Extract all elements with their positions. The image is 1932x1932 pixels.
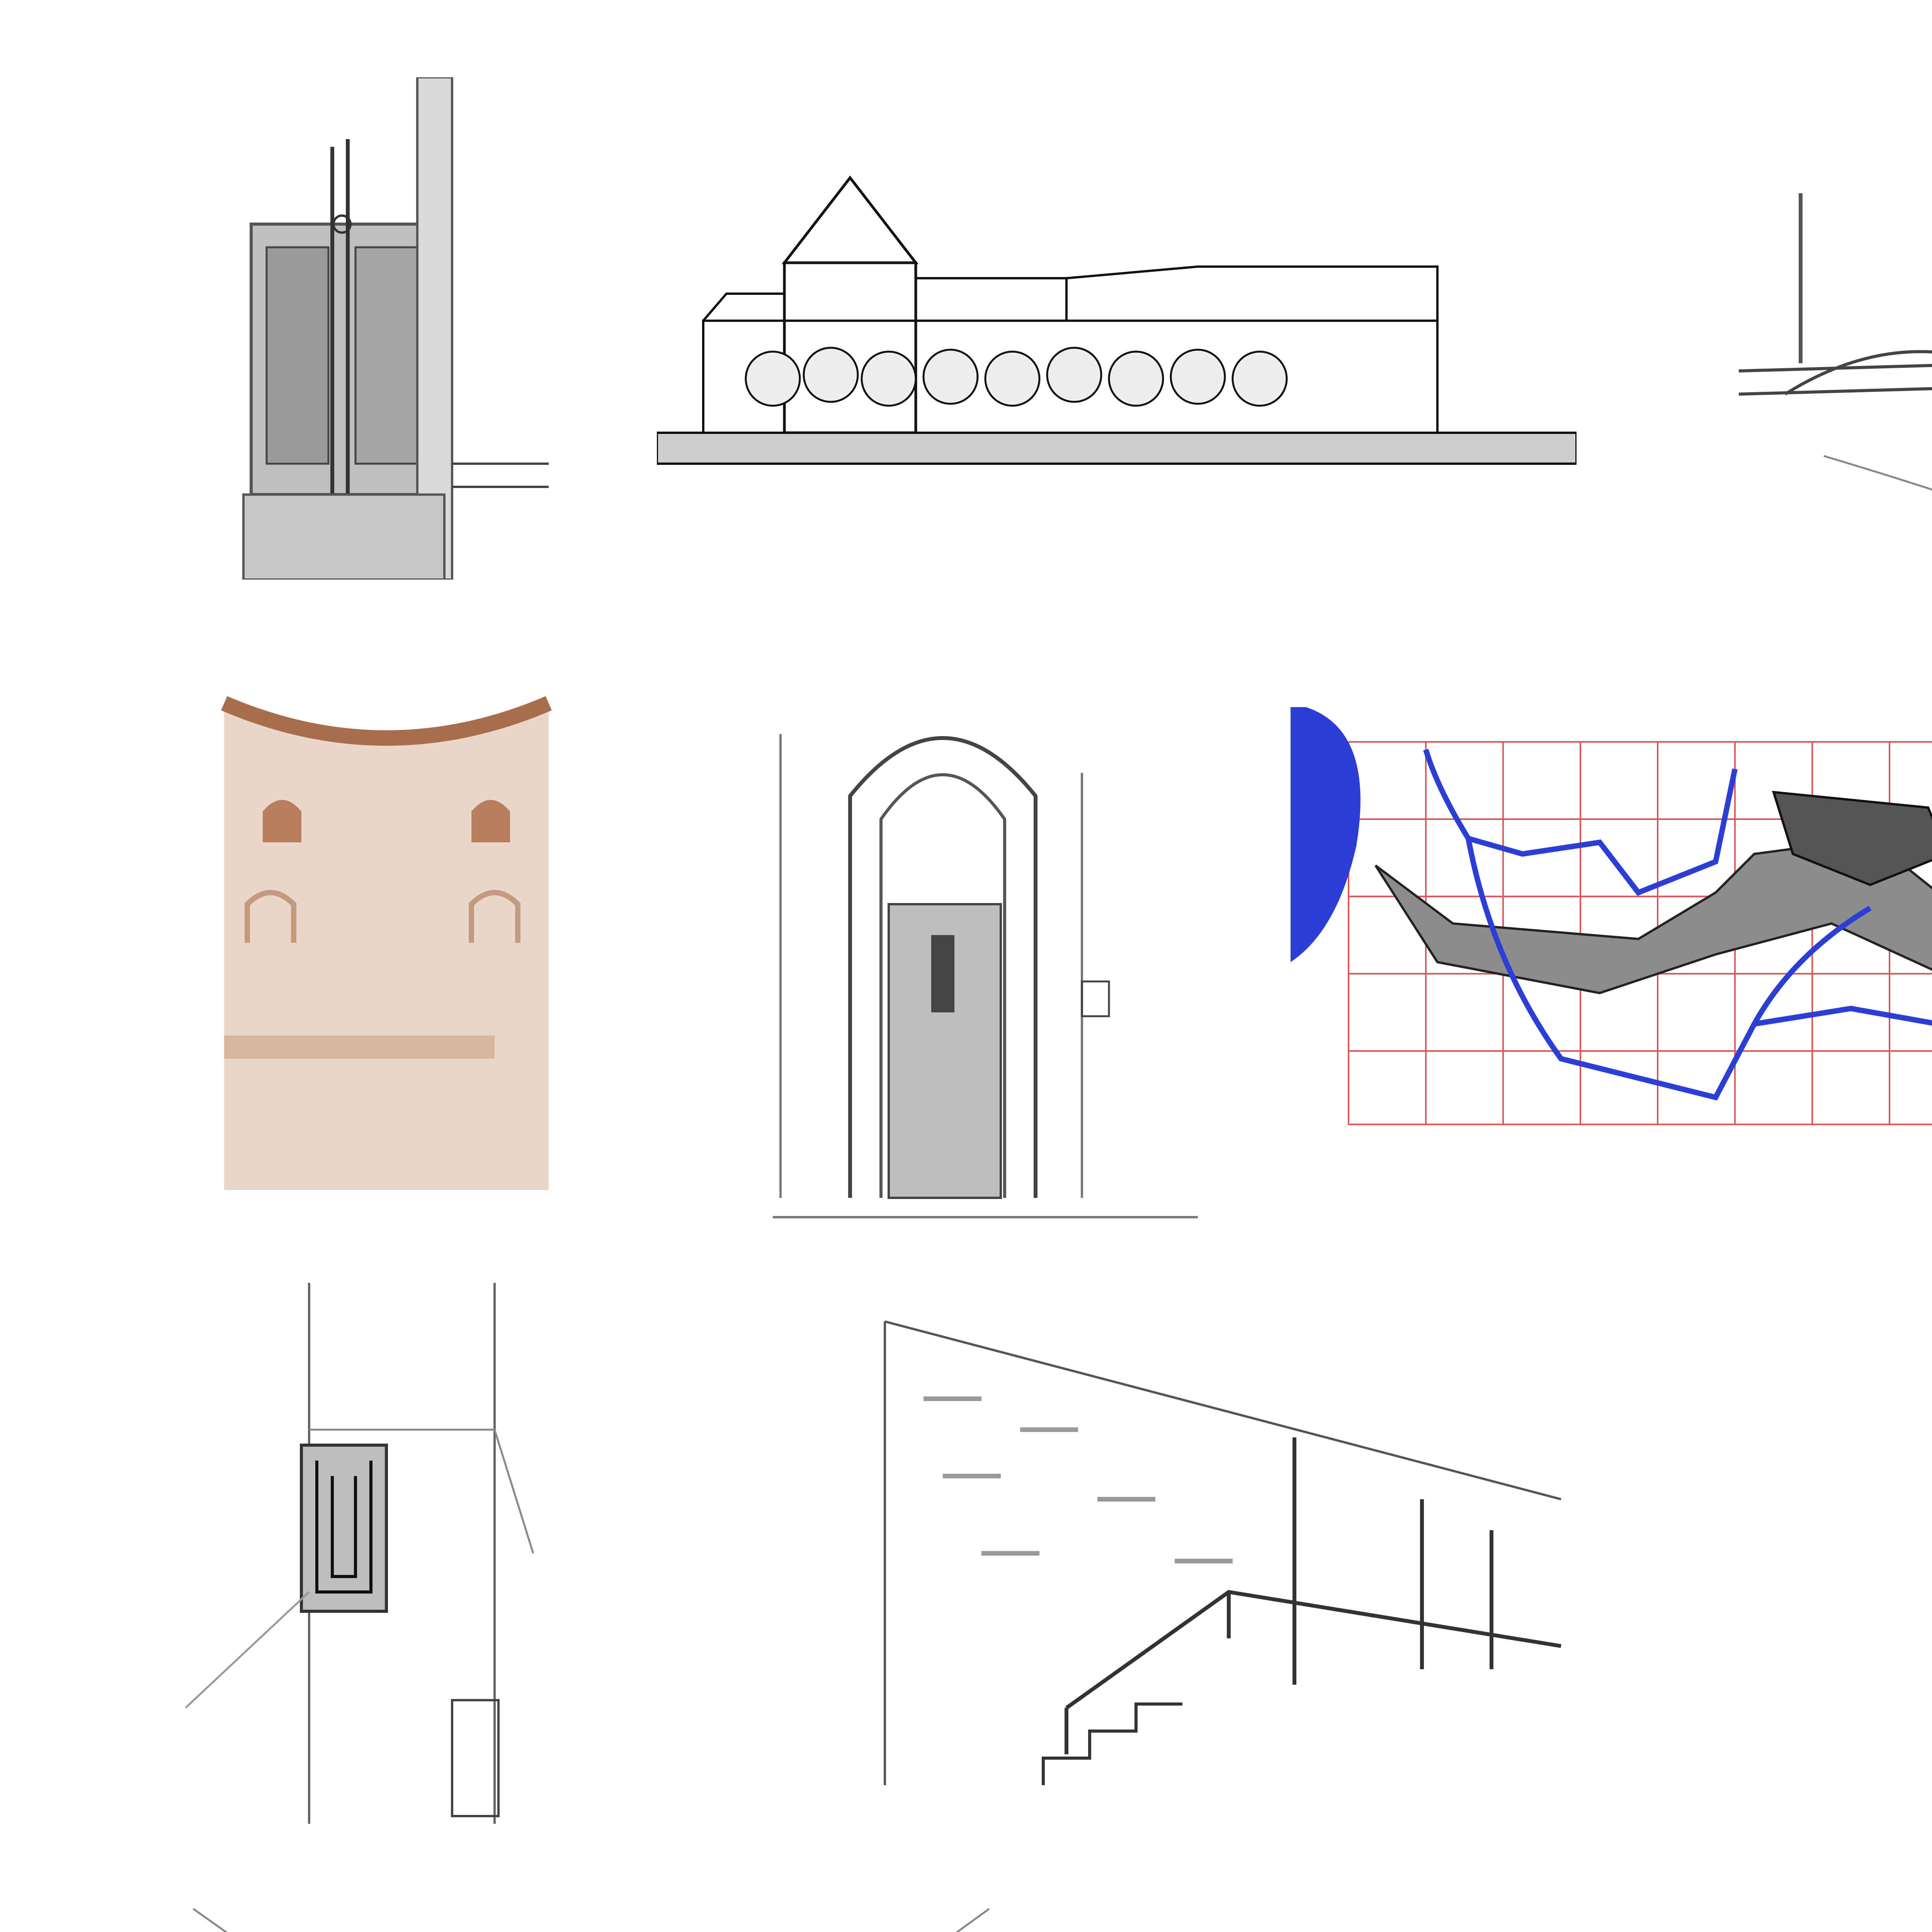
sketch-castelvecchio — [827, 1283, 1623, 1816]
sketch-chapel-door — [734, 657, 1236, 1236]
sketch-dioletians-palace — [193, 688, 587, 1190]
sketch-kunsthaus-bregenz-gallery — [178, 1893, 1005, 1932]
sketch-map-of-canals-and-walkways — [1291, 692, 1932, 1148]
castelvecchio-sketch-icon — [827, 1283, 1623, 1816]
palace-watercolor-icon — [193, 688, 587, 1190]
gallery-sketch-icon — [178, 1893, 1005, 1932]
sketch-vltava-river-front — [657, 139, 1577, 487]
sketch-saint-benedict-chapel — [1074, 1886, 1538, 1932]
river-front-sketch-icon — [657, 139, 1577, 487]
castle-sketch-icon — [1708, 70, 1932, 572]
sketch-roman-ruins — [1685, 1901, 1932, 1932]
canal-map-icon — [1291, 692, 1932, 1148]
sketch-karlsplatz-wall-section — [216, 77, 556, 580]
chapel-section-sketch-icon — [1074, 1886, 1538, 1932]
chapel-door-sketch-icon — [734, 657, 1236, 1236]
cemetery-detail-sketch-icon — [185, 1283, 549, 1824]
sketch-prague-castle — [1708, 70, 1932, 572]
sketch-brion-cemetery-detail — [185, 1283, 549, 1824]
truss-sketch-icon — [1685, 1901, 1932, 1932]
wall-section-sketch-icon — [216, 77, 556, 580]
